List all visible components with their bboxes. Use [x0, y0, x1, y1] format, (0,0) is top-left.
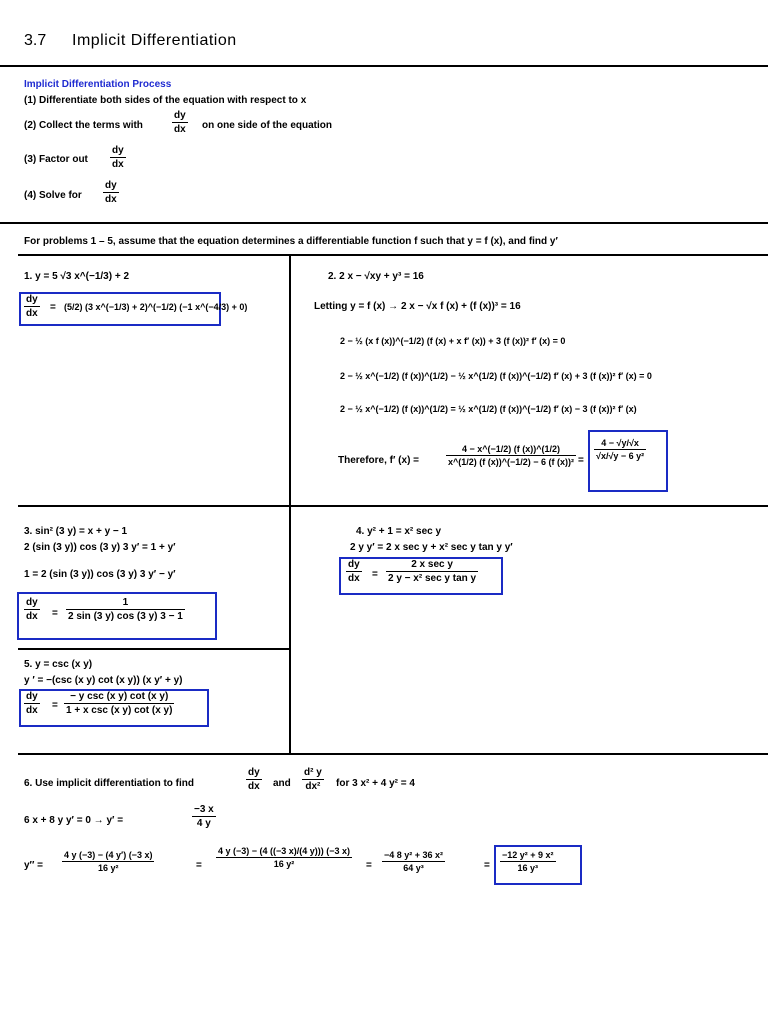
p6-fraction-2: 4 y (−3) − (4 ((−3 x)/(4 y))) (−3 x) 16 y² — [218, 846, 351, 869]
p6-ypp: y′′ = — [24, 860, 43, 871]
process-step-1: (1) Differentiate both sides of the equation with respect to x — [24, 95, 307, 106]
problem-5: 5. y = csc (x y) — [24, 659, 93, 670]
p2-line-2: 2 − ½ x^(−1/2) (f (x))^(1/2) − ½ x^(1/2) (f (x))^(−1/2) f′ (x) + 3 (f (x))² f′ (x) = 0 — [340, 371, 652, 381]
p4-line-1: 2 y y′ = 2 x sec y + x² sec y tan y y′ — [350, 542, 513, 553]
dy-dx-fraction: dy dx — [26, 597, 38, 622]
page-title: Implicit Differentiation — [72, 32, 237, 49]
process-step-2b: on one side of the equation — [202, 120, 332, 131]
answer-1: (5/2) (3 x^(−1/3) + 2)^(−1/2) (−1 x^(−4/3) + 0) — [64, 302, 248, 312]
instructions: For problems 1 – 5, assume that the equation determines a differentiable function f such that y = f (x), and find y′ — [24, 236, 558, 247]
answer-5: − y csc (x y) cot (x y) 1 + x csc (x y) cot (x y) — [66, 691, 173, 716]
divider — [0, 65, 768, 67]
divider — [18, 254, 768, 256]
p6-and: and — [273, 778, 291, 789]
process-heading: Implicit Differentiation Process — [24, 79, 172, 90]
process-step-4: (4) Solve for — [24, 190, 82, 201]
problem-4: 4. y² + 1 = x² sec y — [356, 526, 442, 537]
problem-3: 3. sin² (3 y) = x + y − 1 — [24, 526, 128, 537]
dy-dx-fraction: dy dx — [174, 110, 186, 135]
grid-divider — [18, 505, 768, 507]
answer-6: −12 y² + 9 x² 16 y³ — [502, 850, 554, 873]
dy-dx-fraction: dy dx — [105, 180, 117, 205]
grid-divider — [289, 254, 291, 754]
equals: = — [366, 860, 372, 871]
equals: = — [196, 860, 202, 871]
equals: = — [52, 608, 58, 619]
divider — [0, 222, 768, 224]
p2-fraction: 4 − x^(−1/2) (f (x))^(1/2) x^(1/2) (f (x))^(−1/2) − 6 (f (x))² — [448, 444, 575, 467]
p6-yprime: −3 x 4 y — [194, 804, 214, 829]
equals: = — [372, 569, 378, 580]
p2-line-1: 2 − ½ (x f (x))^(−1/2) (f (x) + x f′ (x)) + 3 (f (x))² f′ (x) = 0 — [340, 336, 566, 346]
p2-letting: Letting y = f (x) → 2 x − √x f (x) + (f (x))³ = 16 — [314, 301, 521, 312]
problem-2: 2. 2 x − √xy + y³ = 16 — [328, 271, 424, 282]
answer-3: 1 2 sin (3 y) cos (3 y) 3 − 1 — [68, 597, 183, 622]
d2y-dx2-fraction: d² y dx² — [304, 767, 322, 792]
p6-fraction-3: −4 8 y² + 36 x² 64 y³ — [384, 850, 444, 873]
equals: = — [52, 700, 58, 711]
p6-fraction-1: 4 y (−3) − (4 y′) (−3 x) 16 y² — [64, 850, 153, 873]
section-number: 3.7 — [24, 32, 47, 49]
process-step-3: (3) Factor out — [24, 154, 88, 165]
problem-6: 6. Use implicit differentiation to find — [24, 778, 195, 789]
process-step-2a: (2) Collect the terms with — [24, 120, 143, 131]
equals: = — [484, 860, 490, 871]
problem-1: 1. y = 5 √3 x^(−1/3) + 2 — [24, 271, 130, 282]
grid-divider — [18, 753, 768, 755]
grid-divider — [18, 648, 290, 650]
p2-line-3: 2 − ½ x^(−1/2) (f (x))^(1/2) = ½ x^(1/2) (f (x))^(−1/2) f′ (x) − 3 (f (x))² f′ (x) — [340, 404, 637, 414]
dy-dx-fraction: dy dx — [248, 767, 260, 792]
p3-line-2: 1 = 2 (sin (3 y)) cos (3 y) 3 y′ − y′ — [24, 569, 176, 580]
dy-dx-fraction: dy dx — [26, 691, 38, 716]
dy-dx-fraction: dy dx — [112, 145, 124, 170]
p5-line-1: y ′ = −(csc (x y) cot (x y)) (x y′ + y) — [24, 675, 183, 686]
p6-for: for 3 x² + 4 y² = 4 — [336, 778, 415, 789]
dy-dx-fraction: dy dx — [26, 294, 38, 319]
equals: = — [578, 455, 584, 466]
dy-dx-fraction: dy dx — [348, 559, 360, 584]
p3-line-1: 2 (sin (3 y)) cos (3 y) 3 y′ = 1 + y′ — [24, 542, 176, 553]
answer-2: 4 − √y/√x √x/√y − 6 y² — [596, 438, 645, 461]
answer-4: 2 x sec y 2 y − x² sec y tan y — [388, 559, 477, 584]
p2-therefore: Therefore, f′ (x) = — [338, 455, 420, 466]
p6-line-1: 6 x + 8 y y′ = 0 → y′ = — [24, 815, 124, 826]
equals: = — [50, 302, 56, 313]
